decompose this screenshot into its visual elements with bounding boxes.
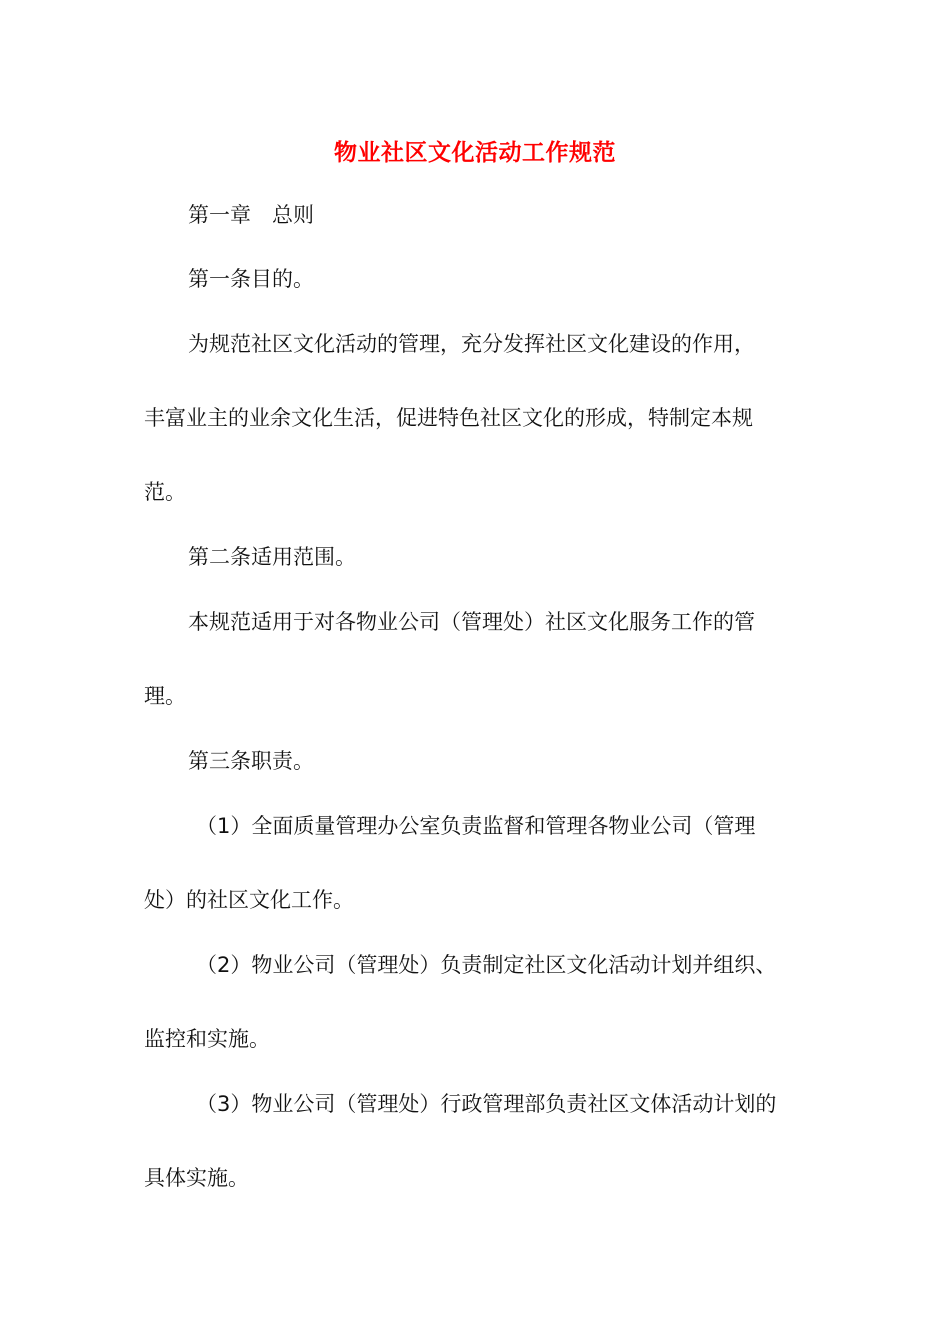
article-3-heading: 第三条职责。 [188,749,314,773]
article-1-line-2: 丰富业主的业余文化生活，促进特色社区文化的形成，特制定本规 [144,406,753,430]
article-3-item-2-line-1: （2）物业公司（管理处）负责制定社区文化活动计划并组织、 [196,953,777,977]
article-3-item-3-line-2: 具体实施。 [144,1166,249,1190]
article-1-line-3: 范。 [144,480,186,504]
article-2-heading: 第二条适用范围。 [188,545,356,569]
chapter-heading: 第一章 总则 [188,203,314,227]
article-2-line-2: 理。 [144,684,186,708]
article-1-line-1: 为规范社区文化活动的管理，充分发挥社区文化建设的作用， [188,332,755,356]
document-title: 物业社区文化活动工作规范 [334,140,616,166]
article-1-heading: 第一条目的。 [188,267,314,291]
article-3-item-1-line-2: 处）的社区文化工作。 [144,888,354,912]
article-3-item-1-line-1: （1）全面质量管理办公室负责监督和管理各物业公司（管理 [196,814,756,838]
article-3-item-2-line-2: 监控和实施。 [144,1027,270,1051]
article-2-line-1: 本规范适用于对各物业公司（管理处）社区文化服务工作的管 [188,610,755,634]
article-3-item-3-line-1: （3）物业公司（管理处）行政管理部负责社区文体活动计划的 [196,1092,777,1116]
